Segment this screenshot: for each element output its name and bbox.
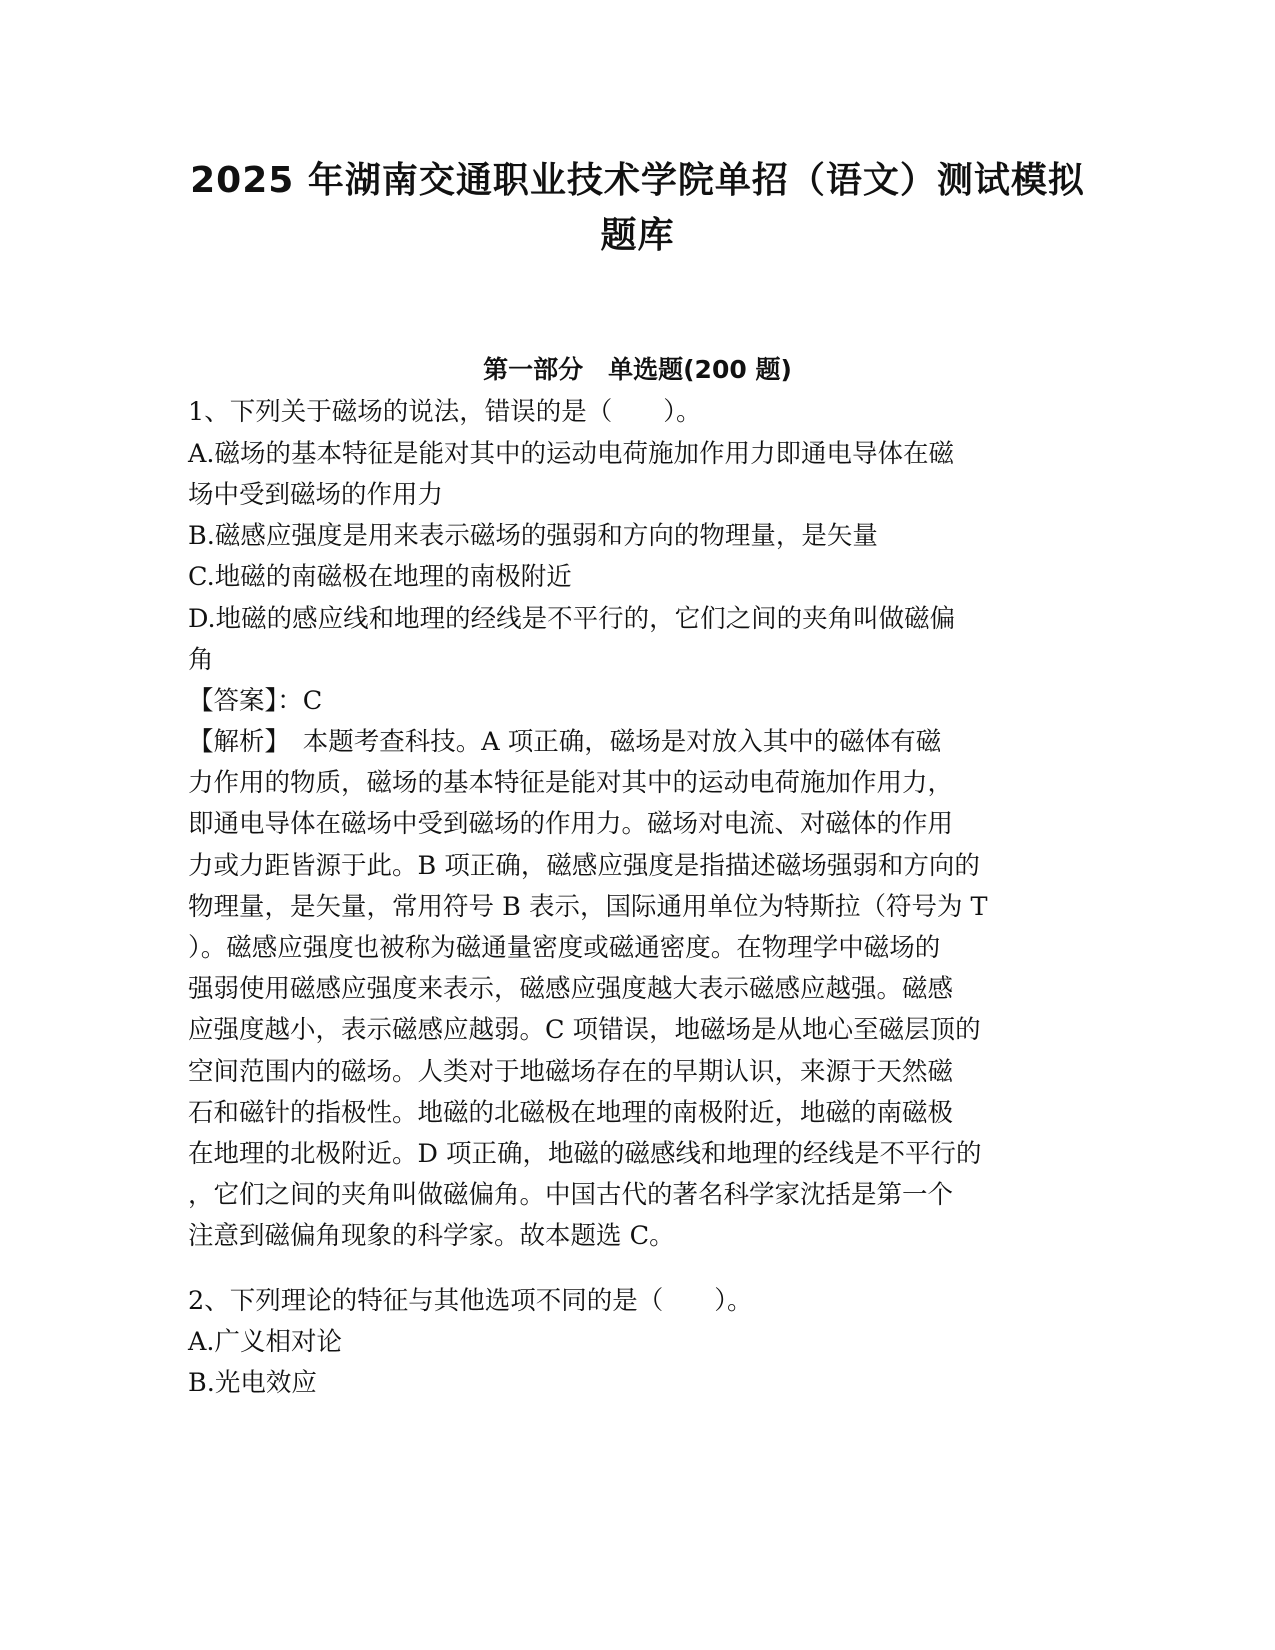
section-heading: 第一部分 单选题(200 题) [483,355,792,384]
question-2-stem: 2、下列理论的特征与其他选项不同的是（ ）。 [188,1286,753,1316]
question-1-analysis-line: 强弱使用磁感应强度来表示，磁感应强度越大表示磁感应越强。磁感 [188,974,954,1004]
question-2-option-a: A.广义相对论 [188,1327,343,1357]
question-1-option-c: C.地磁的南磁极在地理的南极附近 [188,562,572,592]
question-1-analysis-line: 在地理的北极附近。D 项正确，地磁的磁感线和地理的经线是不平行的 [188,1139,982,1169]
question-1-option-a-cont: 场中受到磁场的作用力 [188,480,444,510]
question-1-analysis-line: 即通电导体在磁场中受到磁场的作用力。磁场对电流、对磁体的作用 [188,809,954,839]
question-1-analysis-line: ，它们之间的夹角叫做磁偏角。中国古代的著名科学家沈括是第一个 [188,1180,954,1210]
question-1-analysis-line: 注意到磁偏角现象的科学家。故本题选 C。 [188,1221,675,1251]
question-1-analysis-line: 物理量，是矢量，常用符号 B 表示，国际通用单位为特斯拉（符号为 T [188,892,988,922]
question-1-option-d: D.地磁的感应线和地理的经线是不平行的，它们之间的夹角叫做磁偏 [188,604,956,634]
question-2-option-b: B.光电效应 [188,1368,317,1398]
question-1-analysis-line: 【解析】 本题考查科技。A 项正确，磁场是对放入其中的磁体有磁 [188,727,942,757]
question-1-option-d-cont: 角 [188,645,214,675]
question-1-option-a: A.磁场的基本特征是能对其中的运动电荷施加作用力即通电导体在磁 [188,439,955,469]
question-1-stem: 1、下列关于磁场的说法，错误的是（ ）。 [188,397,702,427]
question-1-answer: 【答案】：C [188,686,323,716]
question-1-analysis-line: ）。磁感应强度也被称为磁通量密度或磁通密度。在物理学中磁场的 [188,933,941,963]
document-title-line-2: 题库 [600,215,675,256]
question-1-analysis-line: 石和磁针的指极性。地磁的北磁极在地理的南极附近，地磁的南磁极 [188,1098,954,1128]
document-title-line-1: 2025 年湖南交通职业技术学院单招（语文）测试模拟 [190,160,1085,201]
question-1-analysis-line: 力或力距皆源于此。B 项正确，磁感应强度是指描述磁场强弱和方向的 [188,851,980,881]
question-1-analysis-line: 力作用的物质，磁场的基本特征是能对其中的运动电荷施加作用力， [188,768,954,798]
question-1-option-b: B.磁感应强度是用来表示磁场的强弱和方向的物理量，是矢量 [188,521,878,551]
question-1-analysis-line: 应强度越小，表示磁感应越弱。C 项错误，地磁场是从地心至磁层顶的 [188,1015,981,1045]
question-1-analysis-line: 空间范围内的磁场。人类对于地磁场存在的早期认识，来源于天然磁 [188,1057,954,1087]
